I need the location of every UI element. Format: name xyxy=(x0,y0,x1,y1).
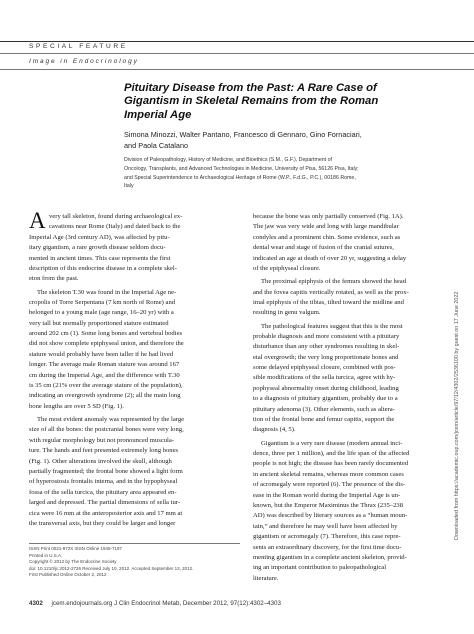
body-text-line: indicating an overgrowth syndrome (2); all the main long xyxy=(29,392,181,400)
body-column-right xyxy=(253,212,464,584)
body-text-line: (Fig. 1). Other alterations involved the skull, although xyxy=(29,457,172,465)
drop-cap: A xyxy=(29,208,46,233)
download-note-text[interactable]: Downloaded from https://academic.oup.com/jcem/article/97/12/4302/2536100 by guest on 17 June 2022 xyxy=(454,291,460,540)
body-text-line: ture. The hands and feet presented extremely long bones xyxy=(29,447,179,455)
affiliation-line: Division of Paleopathology, History of Medicine, and Bioethics (S.M., G.F.), Department of xyxy=(124,157,332,163)
body-text-line: dence, three per 1 million), and the life span of the affected xyxy=(253,449,410,457)
body-text-line: disturbance than any other syndromes resulting in skel- xyxy=(253,343,400,351)
body-text-line: The most evident anomaly was represented by the large xyxy=(37,416,185,424)
body-text-line: cica were 16 mm at the anteroposterior axis and 17 mm at xyxy=(29,509,183,517)
body-text-line: resulting in genu valgum. xyxy=(253,309,321,317)
footnote-line: Printed in U.S.A. xyxy=(29,552,63,558)
publication-footnote xyxy=(29,546,240,579)
body-text-line: The skeleton T.30 was found in the Imperial Age ne- xyxy=(37,288,177,296)
body-text-line: cavations near Rome (Italy) and dated back to the xyxy=(49,223,181,231)
body-text-line: is 35 cm (21% over the average stature of the population), xyxy=(29,382,183,390)
body-text-line: literature. xyxy=(253,574,279,582)
section-label: SPECIAL FEATURE xyxy=(29,43,128,50)
body-text-line: and the fovea capitis vertically rotated, as well as the prox- xyxy=(253,288,409,296)
body-text-line: gigantism or acromegaly (7). Therefore, this case repre- xyxy=(253,533,401,541)
body-text-line: with regular morphology but not pronounced muscula- xyxy=(29,436,175,444)
body-text-line: of hyperostosis frontalis interna, and in the hypophyseal xyxy=(29,478,178,486)
body-column-left xyxy=(29,208,240,529)
body-text-line: partially fragmented; the frontal bone showed a light form xyxy=(29,467,183,475)
body-text-line: some delayed epiphyseal closure, combined with pos- xyxy=(253,364,396,372)
body-text-line: condyles and a prominent chin. Some evidence, such as xyxy=(253,233,401,241)
title-line: Pituitary Disease from the Past: A Rare Case of xyxy=(124,82,377,94)
body-text-line: around 202 cm (1). Some long bones and vertebral bodies xyxy=(29,330,183,338)
body-text-line: sents an extraordinary discovery, for the first time docu- xyxy=(253,543,402,551)
footnote-line: ISSN Print 0021-972X ISSN Online 1945-7197 xyxy=(29,546,123,551)
header-rule xyxy=(0,53,474,54)
body-text-line: probable diagnosis and more consistent with a pituitary xyxy=(253,332,400,340)
body-text-line: mented in ancient times. This case represents the first xyxy=(29,254,171,262)
body-text-line: pophyseal abnormality onset during childhood, leading xyxy=(253,384,399,392)
author-line: Simona Minozzi, Walter Pantano, Francesco di Gennaro, Gino Fornaciari, xyxy=(124,130,362,139)
body-text-line: indicated an age at death of over 20 yr, suggesting a delay xyxy=(253,254,407,262)
body-text-line: pituitary adenoma (3). Other elements, such as altera- xyxy=(253,405,395,413)
body-text-line: cropolis of Torre Serpentana (7 km north of Rome) and xyxy=(29,298,176,306)
title-line: Gigantism in Skeletal Remains from the Roman xyxy=(124,95,379,108)
header-rule-bottom xyxy=(0,69,474,70)
affiliation-line: and Special Superintendence to Archaeological Heritage of Rome (W.P., F.d.G., P.C.), 00186 Rome, xyxy=(124,174,356,181)
body-text-line: because the bone was only partially conserved (Fig. 1A). xyxy=(253,213,404,220)
body-text-line: of the epiphyseal closure. xyxy=(253,264,321,272)
affiliation-line: Italy xyxy=(124,183,134,190)
body-text-line: description of this endocrine disease in a complete skel- xyxy=(29,264,177,272)
footnote-line: doi: 10.1210/jc.2012-2726 Received July 10, 2012. Accepted September 13, 2012. xyxy=(29,565,194,571)
article-title xyxy=(124,82,414,122)
body-text-line: very tall skeleton, found during archaeological ex- xyxy=(49,213,183,220)
body-text-line: Gigantism is a very rare disease (modern annual inci- xyxy=(261,439,403,447)
affiliations xyxy=(124,156,424,191)
title-line: Imperial Age xyxy=(124,108,192,121)
body-text-line: imal epiphysis of the tibias, tilted toward the midline and xyxy=(253,298,404,306)
author-list xyxy=(124,129,424,152)
body-text-line: eton from the past. xyxy=(29,275,79,283)
body-text-line: Imperial Age (3rd century AD), was affected by pitu- xyxy=(29,233,170,241)
author-line: and Paola Catalano xyxy=(124,141,189,151)
body-text-line: etal overgrowth; the very long proportionate bones and xyxy=(253,353,399,361)
body-text-line: known, but the Emperor Maximinus the Thrax (235–238 xyxy=(253,501,404,509)
column-label: Image in Endocrinology xyxy=(29,58,139,65)
footnote-line: Copyright © 2012 by The Endocrine Society xyxy=(29,559,117,564)
body-text-line: ease in the Roman world during the Imperial Age is un- xyxy=(253,491,401,499)
page-footer xyxy=(29,600,281,607)
body-text-line: sible modifications of the sella turcica, agree with hy- xyxy=(253,374,396,382)
journal-citation[interactable]: jcem.endojournals.org J Clin Endocrinol Metab, December 2012, 97(12):4302–4303 xyxy=(51,600,281,607)
body-text-line: AD) was described by literary sources as a “human moun- xyxy=(253,512,408,520)
body-text-line: The pathological features suggest that this is the most xyxy=(261,322,403,330)
body-text-line: ing an important contribution to paleopathological xyxy=(253,564,387,572)
body-text-line: the transversal axis, but they could be larger and longer xyxy=(29,519,176,527)
body-text-line: tain,” and therefore he may well have been affected by xyxy=(253,522,398,530)
page-number: 4302 xyxy=(29,600,43,607)
body-text-line: people is not high; the disease has been rarely documented xyxy=(253,460,409,468)
body-text-line: of acromegaly were reported (6). The presence of the dis- xyxy=(253,481,406,489)
body-text-line: did not show complete epiphyseal union, and therefore the xyxy=(29,340,184,348)
body-text-line: longer. The average male Roman stature was around 167 xyxy=(29,361,180,369)
body-text-line: stature would probably have been taller if he had lived xyxy=(29,350,174,358)
body-text-line: dental wear and stage of fusion of the cranial sutures, xyxy=(253,244,394,252)
body-text-line: menting gigantism in a complete ancient skeleton, provid- xyxy=(253,553,407,561)
body-text-line: larged and depressed. The partial dimensions of sella tur- xyxy=(29,499,181,507)
body-text-line: diagnosis (4, 5). xyxy=(253,426,296,434)
body-text-line: fossa of the sella turcica, the pituitary area appeared en- xyxy=(29,488,177,496)
body-text-line: itary gigantism, a rare growth disease seldom docu- xyxy=(29,244,166,252)
body-text-line: The proximal epiphysis of the femurs showed the head xyxy=(261,278,407,286)
body-text-line: very tall but normally proportioned stature estimated xyxy=(29,319,169,327)
affiliation-line: Oncology, Transplants, and Advanced Technologies in Medicine, University of Pisa, 56126 Pisa, Italy; xyxy=(124,165,359,172)
body-text-line: belonged to a young male (age range, 16–20 yr) with a xyxy=(29,309,174,317)
body-text-line: cm during the Imperial Age, and the difference with T.30 xyxy=(29,371,180,379)
body-text-line: The jaw was very wide and long with large mandibular xyxy=(253,223,399,231)
body-text-line: to a diagnosis of pituitary gigantism, probably due to a xyxy=(253,395,398,403)
body-text-line: bone lengths are over 5 SD (Fig. 1). xyxy=(29,402,124,410)
body-text-line: tion of the frontal bone and femur capitis, support the xyxy=(253,416,395,424)
body-text-line: in ancient skeletal remains, whereas more common cases xyxy=(253,470,404,478)
body-text-line: size of all the bones: the postcranial bones were very long, xyxy=(29,426,184,434)
footnote-line: First Published Online October 2, 2012 xyxy=(29,572,107,577)
